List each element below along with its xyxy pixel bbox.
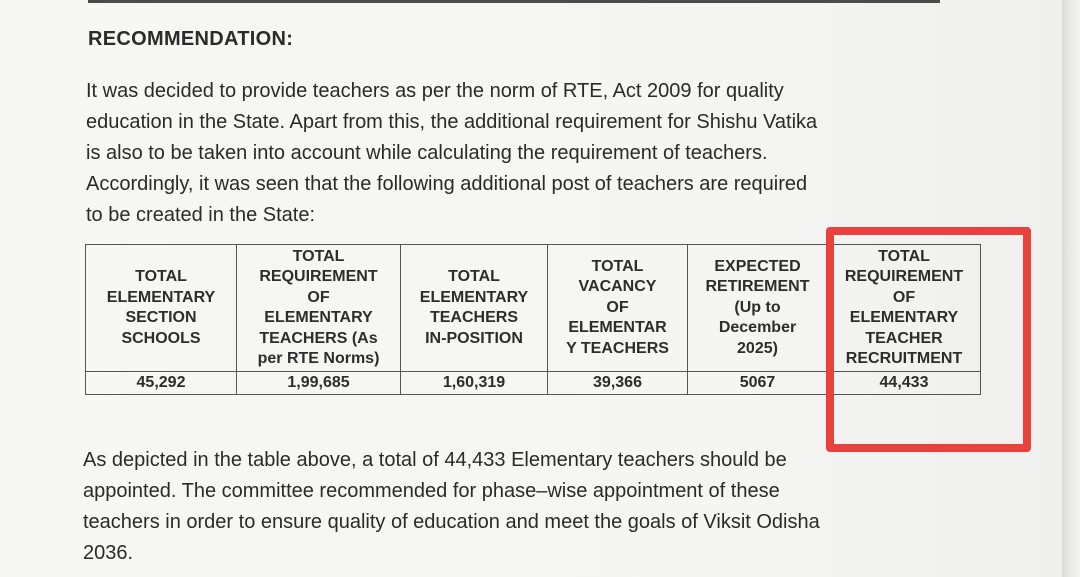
- header-line: EXPECTED: [714, 257, 801, 275]
- paragraph-line: It was decided to provide teachers as per the norm of RTE, Act 2009 for quality: [86, 80, 784, 102]
- header-line: TEACHER: [865, 329, 943, 347]
- conclusion-paragraph: [83, 445, 913, 569]
- header-line: TEACHERS (As: [259, 329, 378, 347]
- paragraph-line: 2036.: [83, 542, 134, 564]
- value-recruitment: 44,433: [828, 372, 981, 395]
- paragraph-line: teachers in order to ensure quality of education and meet the goals of Viksit Odisha: [83, 511, 820, 533]
- header-line: OF: [606, 298, 629, 316]
- header-line: OF: [307, 288, 330, 306]
- header-total-elementary-section-schools: [86, 245, 237, 372]
- header-line: ELEMENTARY: [419, 288, 529, 306]
- header-line: SCHOOLS: [121, 329, 201, 347]
- header-line: RETIREMENT: [705, 278, 810, 296]
- section-heading: RECOMMENDATION:: [88, 28, 294, 50]
- header-teachers-in-position: [401, 245, 548, 372]
- header-line: TEACHERS: [429, 309, 518, 326]
- header-line: REQUIREMENT: [844, 268, 964, 285]
- paragraph-line: to be created in the State:: [86, 204, 316, 226]
- header-line: per RTE Norms): [257, 350, 380, 367]
- paragraph-line: Accordingly, it was seen that the following additional post of teachers are required: [86, 173, 808, 195]
- header-line: TOTAL: [878, 247, 930, 265]
- paragraph-line: is also to be taken into account while calculating the requirement of teachers.: [86, 142, 768, 164]
- header-line: ELEMENTARY: [264, 309, 373, 326]
- header-line: RECRUITMENT: [845, 350, 963, 367]
- paragraph-line: appointed. The committee recommended for phase–wise appointment of these: [83, 480, 780, 502]
- paragraph-line: As depicted in the table above, a total of 44,433 Elementary teachers should be: [83, 449, 787, 471]
- page-edge-shadow: [1062, 0, 1080, 577]
- header-line: ELEMENTAR: [568, 319, 667, 337]
- teacher-requirement-table: [85, 244, 981, 395]
- value-vacancy: 39,366: [548, 372, 688, 395]
- paragraph-line: education in the State. Apart from this, the additional requirement for Shishu Vatika: [86, 111, 818, 133]
- top-rule: [88, 0, 940, 3]
- header-line: December: [718, 319, 797, 337]
- header-line: TOTAL: [135, 268, 187, 285]
- table-row: [86, 372, 981, 395]
- header-line: OF: [892, 288, 916, 306]
- header-line: (Up to: [734, 298, 781, 316]
- header-line: Y TEACHERS: [566, 339, 669, 357]
- table-header-row: [86, 245, 981, 372]
- header-line: 2025): [737, 339, 778, 357]
- header-total-vacancy: [548, 245, 688, 372]
- value-in-position: 1,60,319: [401, 372, 548, 395]
- header-line: TOTAL: [448, 268, 500, 285]
- header-line: TOTAL: [292, 247, 345, 265]
- header-line: VACANCY: [578, 278, 657, 296]
- value-retirement: 5067: [688, 372, 828, 395]
- header-line: REQUIREMENT: [259, 268, 378, 285]
- header-line: IN-POSITION: [425, 329, 523, 347]
- header-line: ELEMENTARY: [849, 309, 959, 326]
- header-line: TOTAL: [591, 257, 644, 275]
- header-line: ELEMENTARY: [106, 288, 216, 306]
- value-section-schools: 45,292: [86, 372, 237, 395]
- intro-paragraph: [86, 76, 916, 231]
- header-total-recruitment: [828, 245, 981, 372]
- header-total-requirement-rte: [237, 245, 401, 372]
- header-expected-retirement: [688, 245, 828, 372]
- header-line: SECTION: [125, 309, 197, 326]
- value-total-requirement: 1,99,685: [237, 372, 401, 395]
